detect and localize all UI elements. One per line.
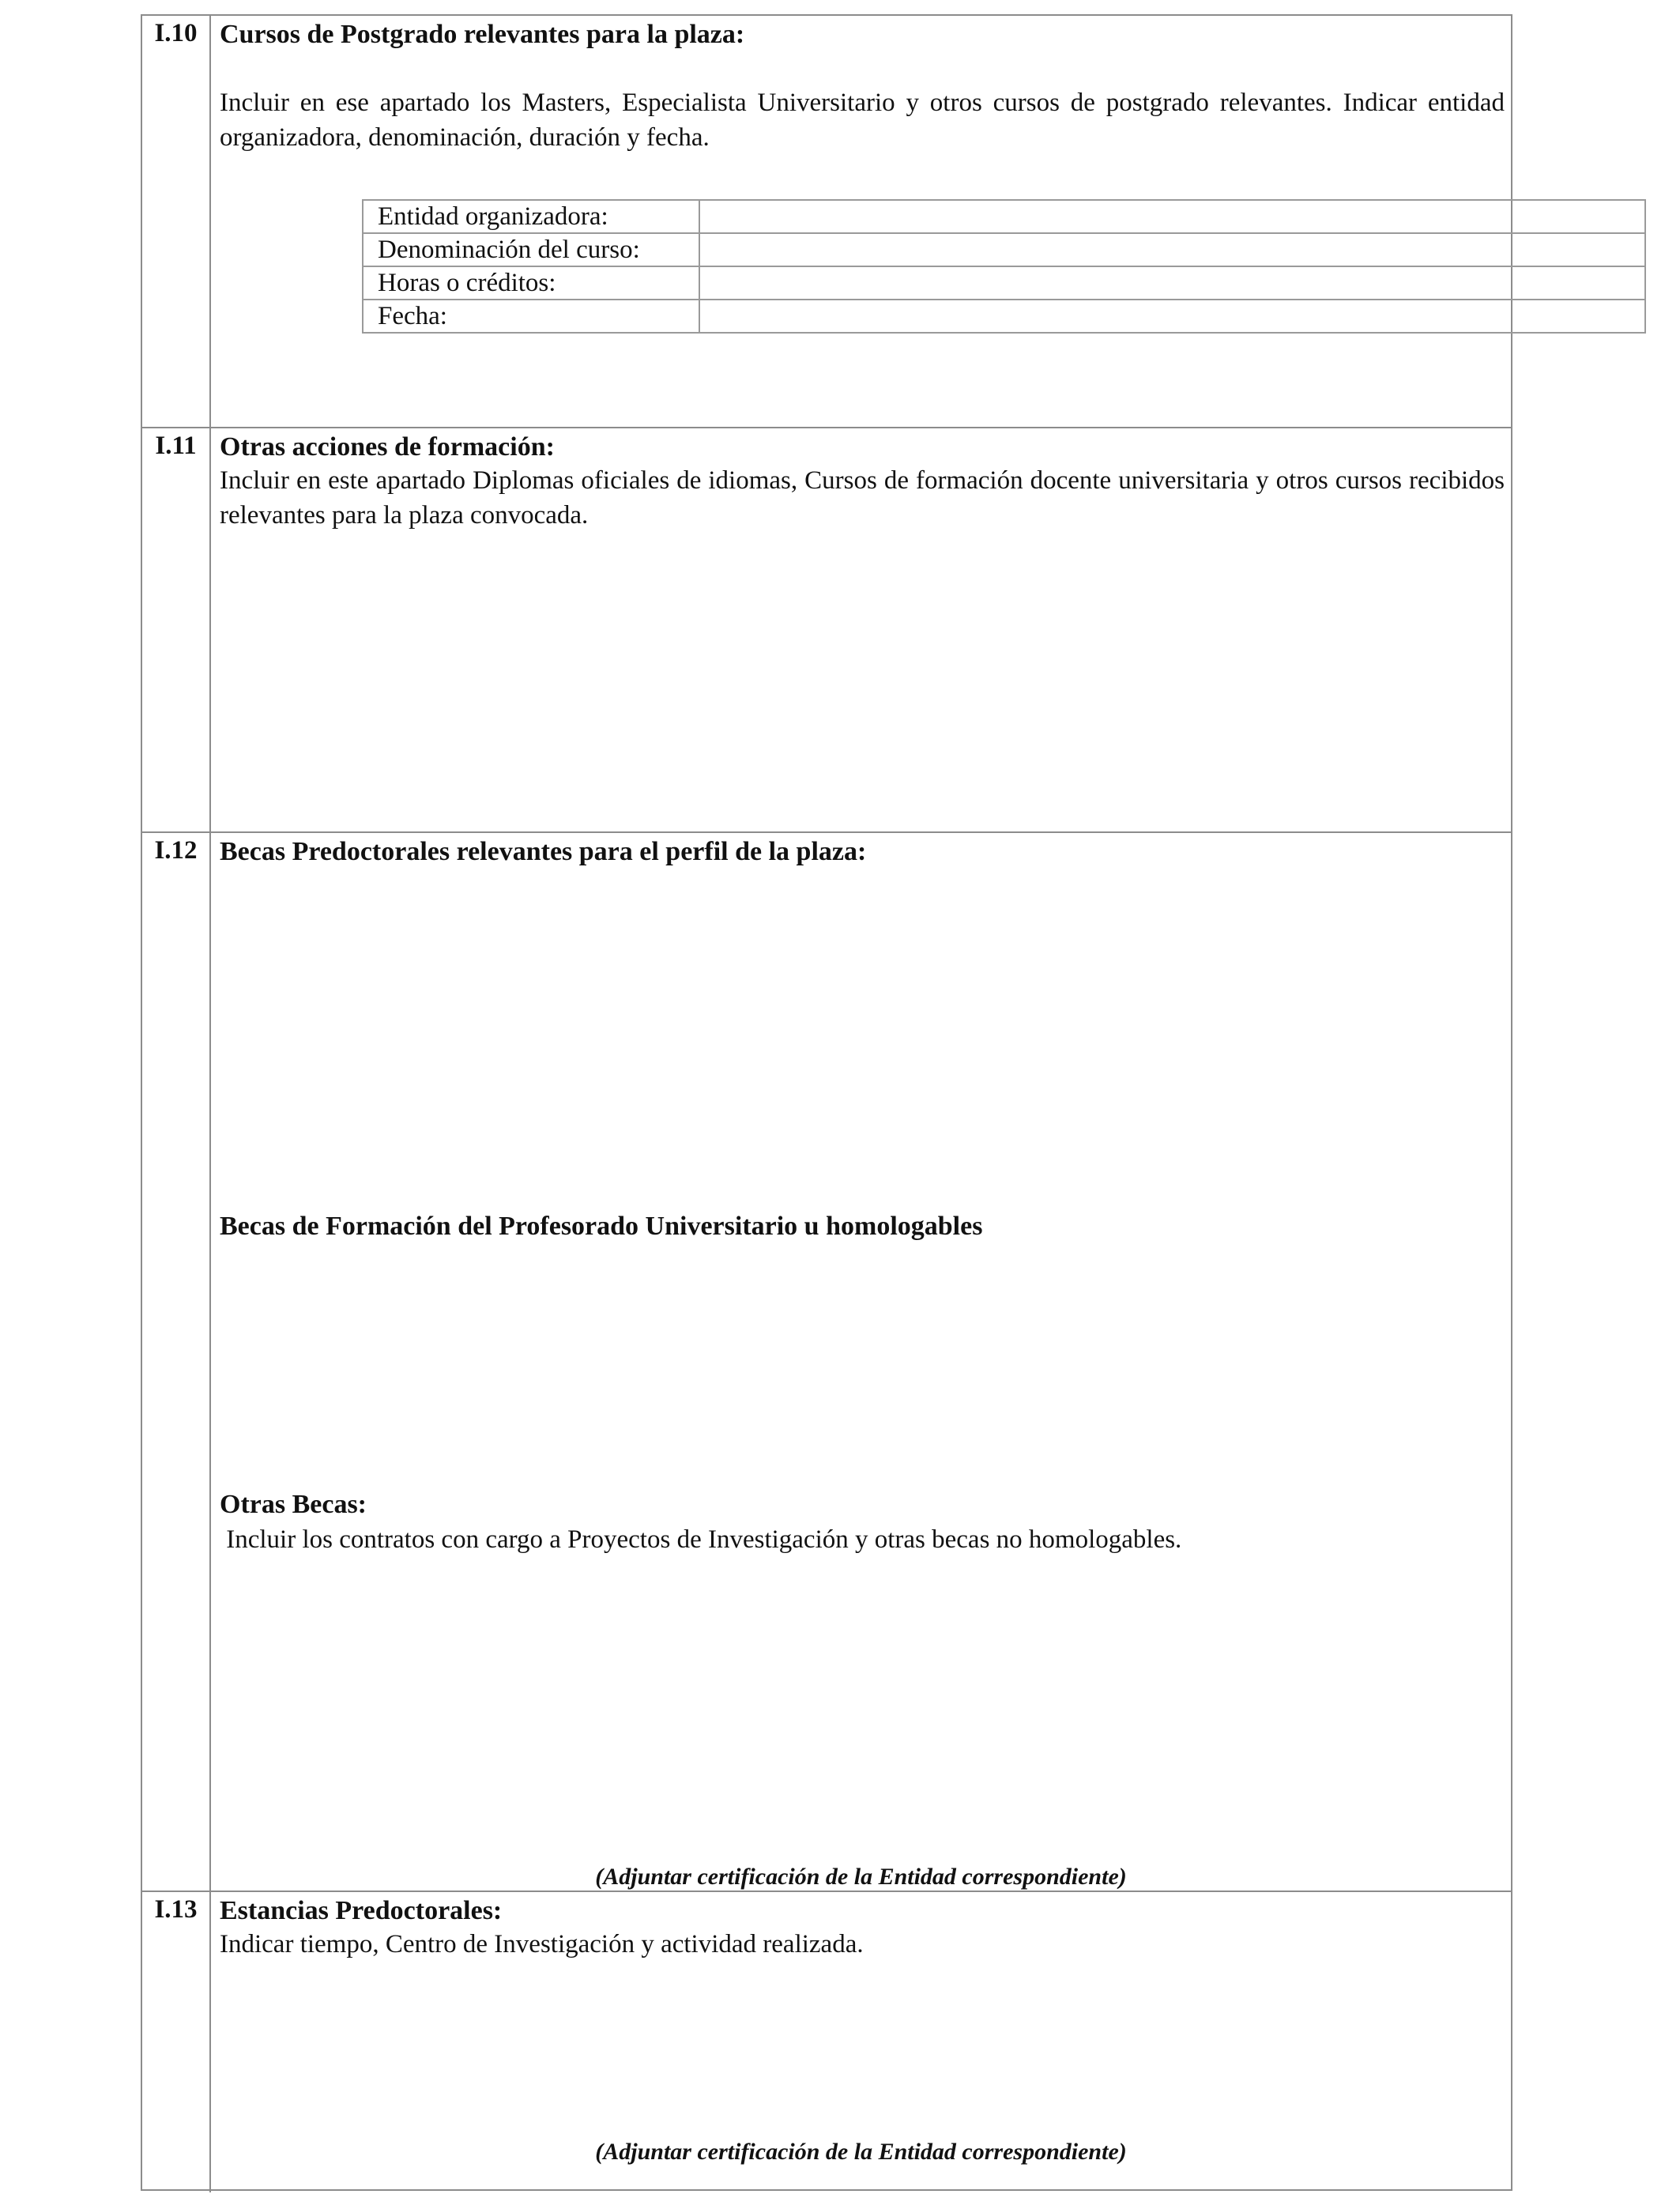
section-content — [211, 833, 1511, 1891]
certification-note: (Adjuntar certificación de la Entidad correspondiente) — [595, 2139, 1127, 2165]
section-title: Becas Predoctorales relevantes para el perfil de la plaza: — [220, 837, 867, 866]
section-row-i11 — [142, 428, 1511, 833]
section-content — [211, 1892, 1511, 2192]
certification-note: (Adjuntar certificación de la Entidad correspondiente) — [595, 1864, 1127, 1890]
subheading-fpu: Becas de Formación del Profesorado Universitario u homologables — [220, 1212, 983, 1241]
field-label-fecha: Fecha: — [363, 300, 699, 333]
section-number: I.13 — [142, 1892, 211, 2192]
section-description: Incluir en ese apartado los Masters, Especialista Universitario y otros cursos de postgrado relevantes. Indicar entidad organizadora, denominación, duración y fecha. — [220, 89, 1505, 152]
field-value-entidad[interactable] — [699, 200, 1645, 233]
subheading-otras-becas: Otras Becas: — [220, 1490, 367, 1519]
table-row — [363, 300, 1645, 333]
section-title: Cursos de Postgrado relevantes para la plaza: — [220, 20, 745, 49]
section-row-i10 — [142, 16, 1511, 428]
cv-form-table — [141, 14, 1512, 2191]
course-details-table — [362, 199, 1646, 334]
section-number: I.10 — [142, 16, 211, 427]
otras-becas-description: Incluir los contratos con cargo a Proyectos de Investigación y otras becas no homologables. — [220, 1525, 1182, 1554]
section-row-i13 — [142, 1892, 1511, 2192]
section-title: Otras acciones de formación: — [220, 432, 555, 462]
field-value-fecha[interactable] — [699, 300, 1645, 333]
field-label-denominacion: Denominación del curso: — [363, 233, 699, 266]
section-row-i12 — [142, 833, 1511, 1892]
section-number: I.12 — [142, 833, 211, 1891]
field-label-entidad: Entidad organizadora: — [363, 200, 699, 233]
section-title: Estancias Predoctorales: — [220, 1896, 503, 1925]
table-row — [363, 233, 1645, 266]
section-description: Incluir en este apartado Diplomas oficiales de idiomas, Cursos de formación docente universitaria y otros cursos recibidos relevantes para la plaza convocada. — [220, 466, 1505, 530]
field-value-horas[interactable] — [699, 266, 1645, 300]
section-number: I.11 — [142, 428, 211, 831]
section-content — [211, 428, 1511, 831]
table-row — [363, 200, 1645, 233]
field-value-denominacion[interactable] — [699, 233, 1645, 266]
section-description: Indicar tiempo, Centro de Investigación y actividad realizada. — [220, 1930, 864, 1958]
field-label-horas: Horas o créditos: — [363, 266, 699, 300]
table-row — [363, 266, 1645, 300]
